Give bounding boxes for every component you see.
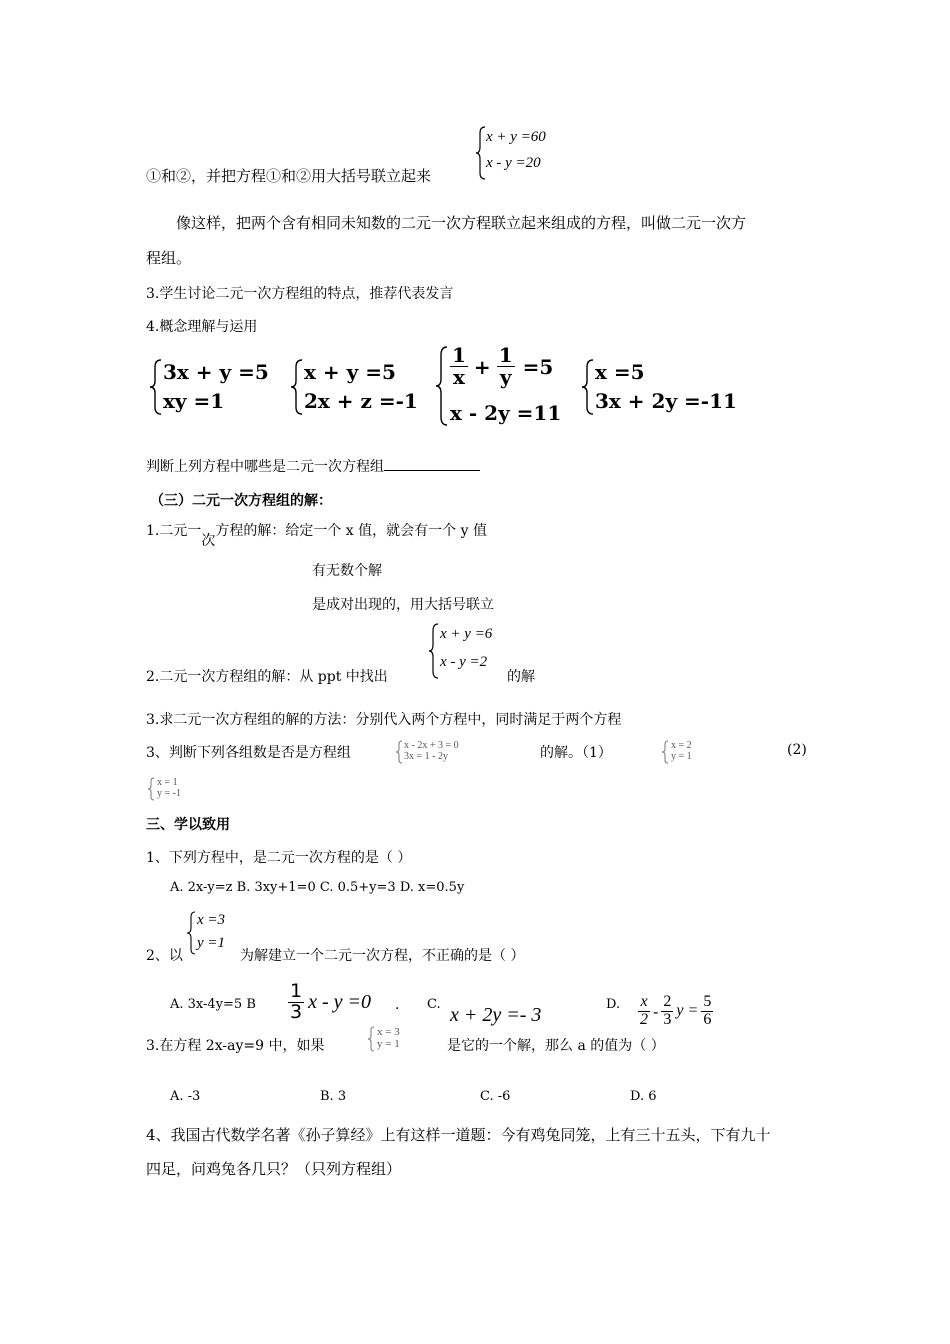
frac-den: 3 xyxy=(290,1000,303,1023)
brace-icon xyxy=(148,777,155,801)
system-3-eq-2: x - 2y =11 xyxy=(450,401,562,425)
p3-q3-option-c: C. -6 xyxy=(480,1089,511,1104)
sol-q3b: 的解。（1） xyxy=(540,745,612,761)
candidate-2-eq-1: x = 1 xyxy=(157,777,178,788)
sol-q3-eq-1: x - 2x + 3 = 0 xyxy=(404,740,459,751)
brace-icon xyxy=(429,622,439,680)
p3-q2-option-a: A. 3x-4y=5 B xyxy=(170,997,256,1012)
system-2 xyxy=(291,358,436,416)
p3-q3-system xyxy=(368,1026,428,1052)
candidate-2-eq-2: y = -1 xyxy=(157,788,181,799)
frac-den: 2 xyxy=(640,1010,648,1028)
p3-q4-line-1: 4、我国古代数学名著《孙子算经》上有这样一道题：今有鸡兔同笼，上有三十五头，下有九十 xyxy=(146,1126,771,1144)
frac-num: 1 xyxy=(290,980,303,1002)
sol-p1b: 方程的解：给定一个 x 值，就会有一个 y 值 xyxy=(215,523,487,539)
p3-q3-option-a: A. -3 xyxy=(170,1089,201,1104)
p3-q1-options: A. 2x-y=z B. 3xy+1=0 C. 0.5+y=3 D. x=0.5y xyxy=(170,880,465,895)
p3-q2-option-b xyxy=(288,982,371,1023)
p3-q3b: 是它的一个解，那么 a 的值为（ ） xyxy=(447,1038,665,1054)
p3-q2b: 为解建立一个二元一次方程，不正确的是（ ） xyxy=(240,948,525,964)
p3-q2-option-d-expr xyxy=(638,994,713,1029)
system-3-rhs: =5 xyxy=(522,354,554,379)
sol-q3a: 3、判断下列各组数是否是方程组 xyxy=(146,745,351,761)
frac-den: 3 xyxy=(663,1010,672,1028)
brace-icon xyxy=(150,358,162,416)
sol-point-1 xyxy=(146,520,487,549)
system-4-eq-2: 3x + 2y =-11 xyxy=(595,389,737,413)
frac-num: 1 xyxy=(452,343,466,367)
brace-icon xyxy=(291,358,303,416)
system-2-eq-2: 2x + z =-1 xyxy=(304,389,418,413)
intro-system xyxy=(476,125,576,181)
p3-q2-system xyxy=(187,910,247,956)
p3-q1: 1、下列方程中，是二元一次方程的是（ ） xyxy=(146,850,412,866)
brace-icon xyxy=(582,358,594,416)
p3-q2-option-d: D. xyxy=(606,997,621,1012)
definition-line-1: 像这样，把两个含有相同未知数的二元一次方程联立起来组成的方程，叫做二元一次方 xyxy=(176,214,747,232)
intro-eq-2: x - y =20 xyxy=(486,155,541,171)
p3-q2-option-c-expr: x + 2y =- 3 xyxy=(450,1004,542,1026)
frac-num: 2 xyxy=(663,993,672,1010)
option-b-expr: x - y =0 xyxy=(308,990,372,1013)
p3-q2a: 2、以 xyxy=(146,948,183,964)
minus-sign: - xyxy=(653,1001,659,1021)
frac-x-half xyxy=(638,994,650,1029)
sol-q3c-label: (2) xyxy=(787,742,807,758)
sol-p2: 2.二元一次方程组的解：从 ppt 中找出 xyxy=(146,669,388,685)
p3-q3-eq-2: y = 1 xyxy=(377,1038,400,1050)
frac-num: x xyxy=(638,994,650,1012)
frac-five-sixths xyxy=(701,994,713,1029)
frac-one-third xyxy=(288,982,304,1023)
sol-q3-candidate-1 xyxy=(662,740,722,764)
frac-num: 5 xyxy=(703,993,712,1010)
p3-q3-eq-1: x = 3 xyxy=(377,1026,400,1038)
brace-icon xyxy=(476,125,486,181)
judge-question xyxy=(146,456,480,476)
p3-q2-option-c: C. xyxy=(427,997,441,1012)
system-4 xyxy=(582,358,762,416)
intro-eq-1: x + y =60 xyxy=(486,129,546,145)
sol-p2-end: 的解 xyxy=(507,669,535,685)
p3-q3a: 3.在方程 2x-ay=9 中，如果 xyxy=(146,1038,325,1054)
intro-label: ①和②，并把方程①和②用大括号联立起来 xyxy=(146,167,432,185)
sol-p2-system xyxy=(429,622,514,680)
sol-q3-eq-2: 3x = 1 - 2y xyxy=(404,751,448,762)
sol-q3-system xyxy=(396,740,536,764)
system-3-frac-1 xyxy=(450,345,468,388)
sol-p2-eq-2: x - y =2 xyxy=(440,654,488,670)
p3-q4-line-2: 四足，问鸡兔各几只？（只列方程组） xyxy=(146,1160,402,1178)
item-3: 3.学生讨论二元一次方程组的特点，推荐代表发言 xyxy=(146,286,454,302)
frac-two-thirds xyxy=(661,994,673,1029)
system-2-eq-1: x + y =5 xyxy=(304,360,396,384)
system-1-eq-2: xy =1 xyxy=(163,389,225,413)
sol-p1d: 是成对出现的，用大括号联立 xyxy=(312,597,494,613)
sol-p2-eq-1: x + y =6 xyxy=(440,626,493,642)
frac-den: 6 xyxy=(703,1010,712,1028)
brace-icon xyxy=(662,740,669,764)
candidate-1-eq-1: x = 2 xyxy=(671,740,692,751)
part-3-heading: 三、学以致用 xyxy=(146,817,230,833)
sol-p3: 3.求二元一次方程组的解的方法：分别代入两个方程中，同时满足于两个方程 xyxy=(146,712,622,728)
system-4-eq-1: x =5 xyxy=(595,360,645,384)
p3-q2-eq-2: y =1 xyxy=(197,935,226,951)
p3-q2-eq-1: x =3 xyxy=(197,912,226,928)
sol-p1sub: 次 xyxy=(201,533,216,549)
p3-q3-option-b: B. 3 xyxy=(320,1089,347,1104)
frac-den: y xyxy=(499,365,512,389)
sol-p1c: 有无数个解 xyxy=(312,563,382,579)
candidate-1-eq-2: y = 1 xyxy=(671,751,692,762)
system-1 xyxy=(150,358,290,416)
section-3-heading: （三）二元一次方程组的解： xyxy=(150,493,332,509)
sol-q3-candidate-2 xyxy=(148,777,208,801)
frac-den: x xyxy=(452,365,465,389)
y-equals: y = xyxy=(676,1002,699,1020)
system-1-eq-1: 3x + y =5 xyxy=(163,360,269,384)
brace-icon xyxy=(396,740,403,764)
system-3-frac-2 xyxy=(497,345,515,388)
item-4: 4.概念理解与运用 xyxy=(146,319,258,335)
p3-q2-dot: . xyxy=(395,997,400,1013)
p3-q3-option-d: D. 6 xyxy=(630,1089,657,1104)
sol-p1a: 1.二元一 xyxy=(146,523,202,539)
plus-sign: + xyxy=(473,354,491,379)
system-3 xyxy=(436,345,581,427)
frac-num: 1 xyxy=(498,343,513,367)
answer-blank[interactable] xyxy=(384,456,480,471)
brace-icon xyxy=(368,1026,375,1052)
brace-icon xyxy=(187,910,196,956)
brace-icon xyxy=(436,345,448,427)
judge-text: 判断上列方程中哪些是二元一次方程组 xyxy=(146,459,384,475)
definition-line-2: 程组。 xyxy=(146,249,192,267)
